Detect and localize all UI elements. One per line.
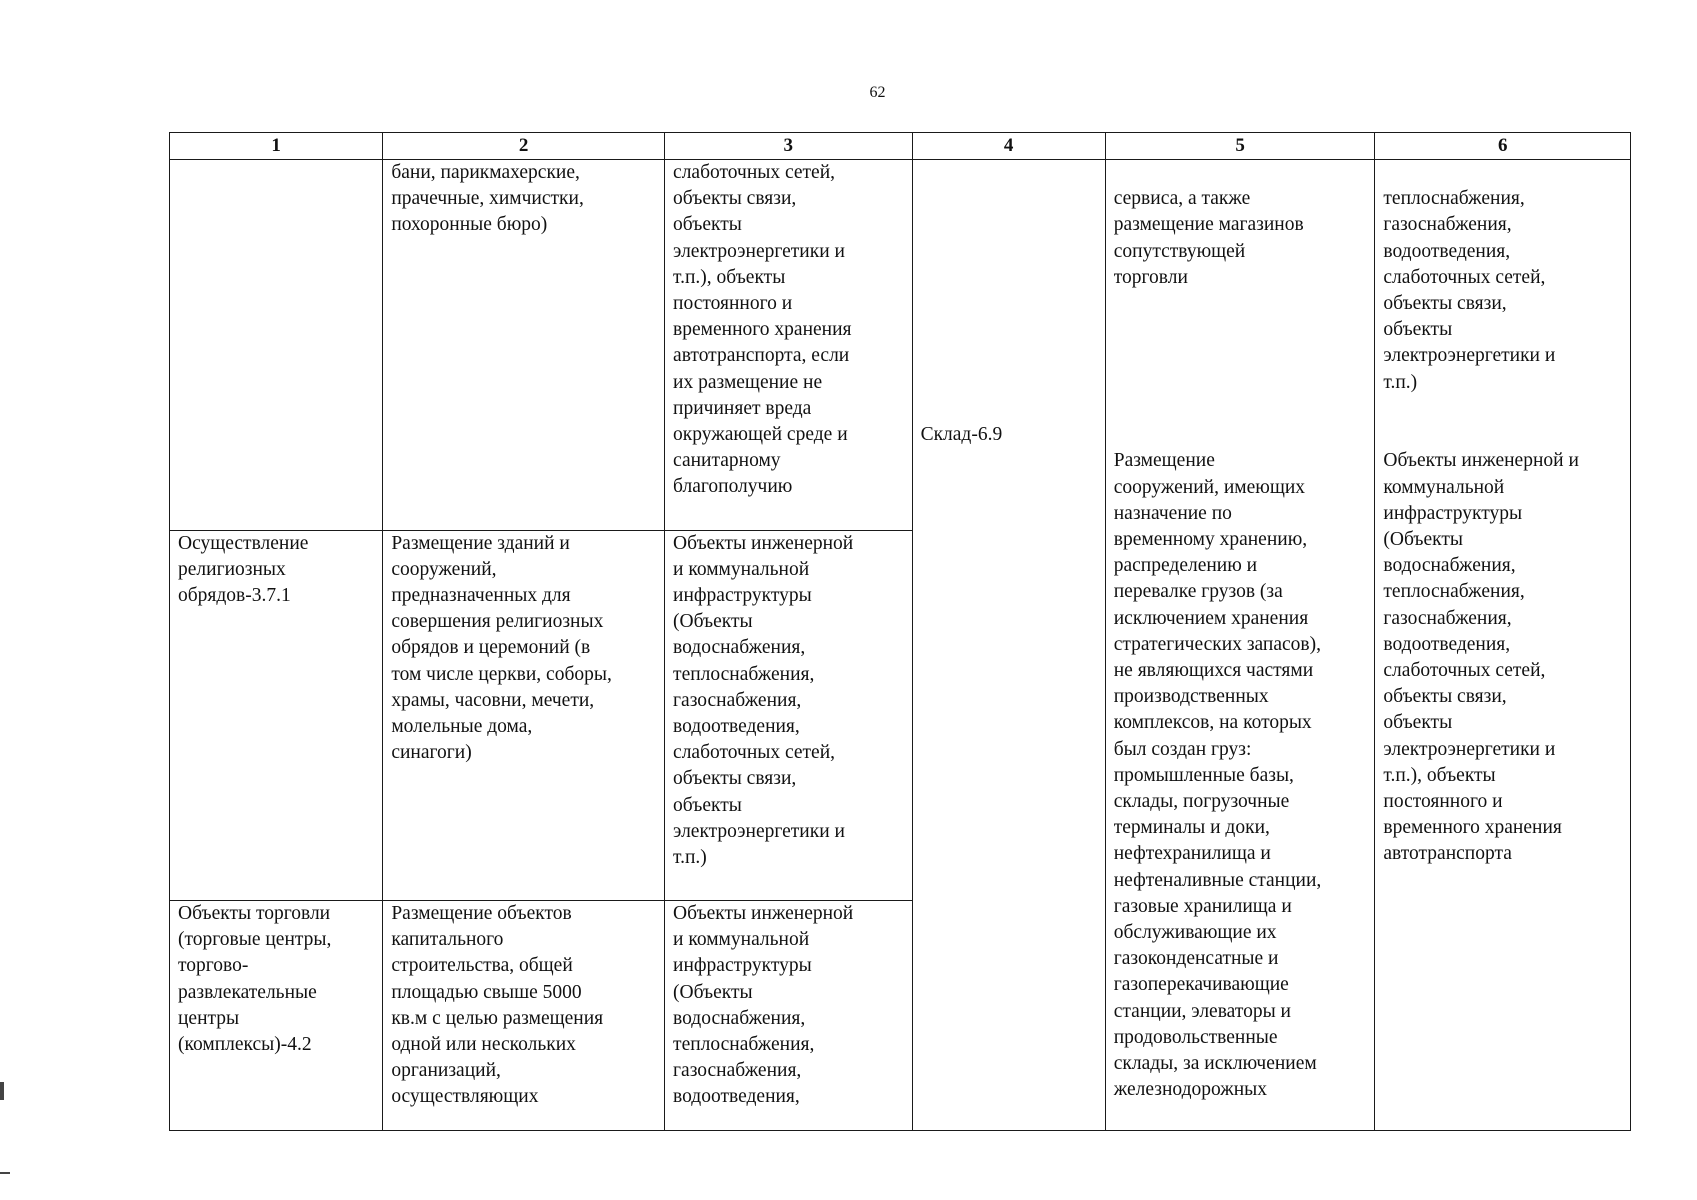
- storage-infrastructure-text: Объекты инженерной и коммунальной инфраструктуры (Объекты водоснабжения, теплоснабжения, газоснабжения, водоотведения, слаботочных сетей, объекты связи, объекты электроэнергетики и т.п.), объекты постоянного и временного хранения автотранспорта: [1383, 450, 1579, 865]
- row1-col2-cell: бани, парикмахерские, прачечные, химчистки, похоронные бюро): [383, 160, 665, 531]
- continued-description-text: сервиса, а также размещение магазинов сопутствующей торговли: [1113, 188, 1304, 288]
- row3-col3-cell: Объекты инженерной и коммунальной инфраструктуры (Объекты водоснабжения, теплоснабжения, газоснабжения, водоотведения,: [665, 901, 913, 1131]
- row2-col1-cell: Осуществление религиозных обрядов-3.7.1: [170, 530, 383, 901]
- storage-infrastructure-cell: [1375, 160, 1631, 1131]
- scan-edge-mark: [0, 1082, 4, 1100]
- row3-col2-cell: Размещение объектов капитального строительства, общей площадью свыше 5000 кв.м с целью размещения одной или нескольких организаций, осуществляющих: [383, 901, 665, 1131]
- row1-col1-cell: [170, 160, 383, 531]
- column-header-3: 3: [665, 133, 913, 160]
- row1-col3-cell: слаботочных сетей, объекты связи, объекты электроэнергетики и т.п.), объекты постоянного и временного хранения автотранспорта, если их размещение не причиняет вреда окружающей среде и санитарному благополучию: [665, 160, 913, 531]
- continued-infrastructure-text: теплоснабжения, газоснабжения, водоотведения, слаботочных сетей, объекты связи, объекты электроэнергетики и т.п.): [1383, 188, 1556, 393]
- column-header-4: 4: [912, 133, 1105, 160]
- column-header-5: 5: [1105, 133, 1375, 160]
- column-header-6: 6: [1375, 133, 1631, 160]
- column-header-1: 1: [170, 133, 383, 160]
- table-header-row: [170, 133, 1631, 160]
- storage-code-cell: [912, 160, 1105, 1131]
- land-use-table: [169, 132, 1631, 1131]
- storage-description-text: Размещение сооружений, имеющих назначение по временному хранению, распределению и перевалке грузов (за исключением хранения стратегических запасов), не являющихся частями производственных комплексов, на которых был создан груз: промышленные базы, склады, погрузочные терминалы и доки, нефтехранилища и нефтеналивные станции, газовые хранилища и обслуживающие их газоконденсатные и газоперекачивающие станции, элеваторы и продовольственные склады, за исключением железнодорожных: [1113, 450, 1322, 1101]
- storage-description-cell: [1105, 160, 1375, 1131]
- storage-code-text: Склад-6.9: [920, 424, 1003, 446]
- page-number: 62: [869, 84, 886, 101]
- table-row: [170, 160, 1631, 531]
- row2-col2-cell: Размещение зданий и сооружений, предназначенных для совершения религиозных обрядов и церемоний (в том числе церкви, соборы, храмы, часовни, мечети, молельные дома, синагоги): [383, 530, 665, 901]
- row2-col3-cell: Объекты инженерной и коммунальной инфраструктуры (Объекты водоснабжения, теплоснабжения, газоснабжения, водоотведения, слаботочных сетей, объекты связи, объекты электроэнергетики и т.п.): [665, 530, 913, 901]
- column-header-2: 2: [383, 133, 665, 160]
- scan-edge-mark: [0, 1172, 10, 1174]
- row3-col1-cell: Объекты торговли (торговые центры, торгово- развлекательные центры (комплексы)-4.2: [170, 901, 383, 1131]
